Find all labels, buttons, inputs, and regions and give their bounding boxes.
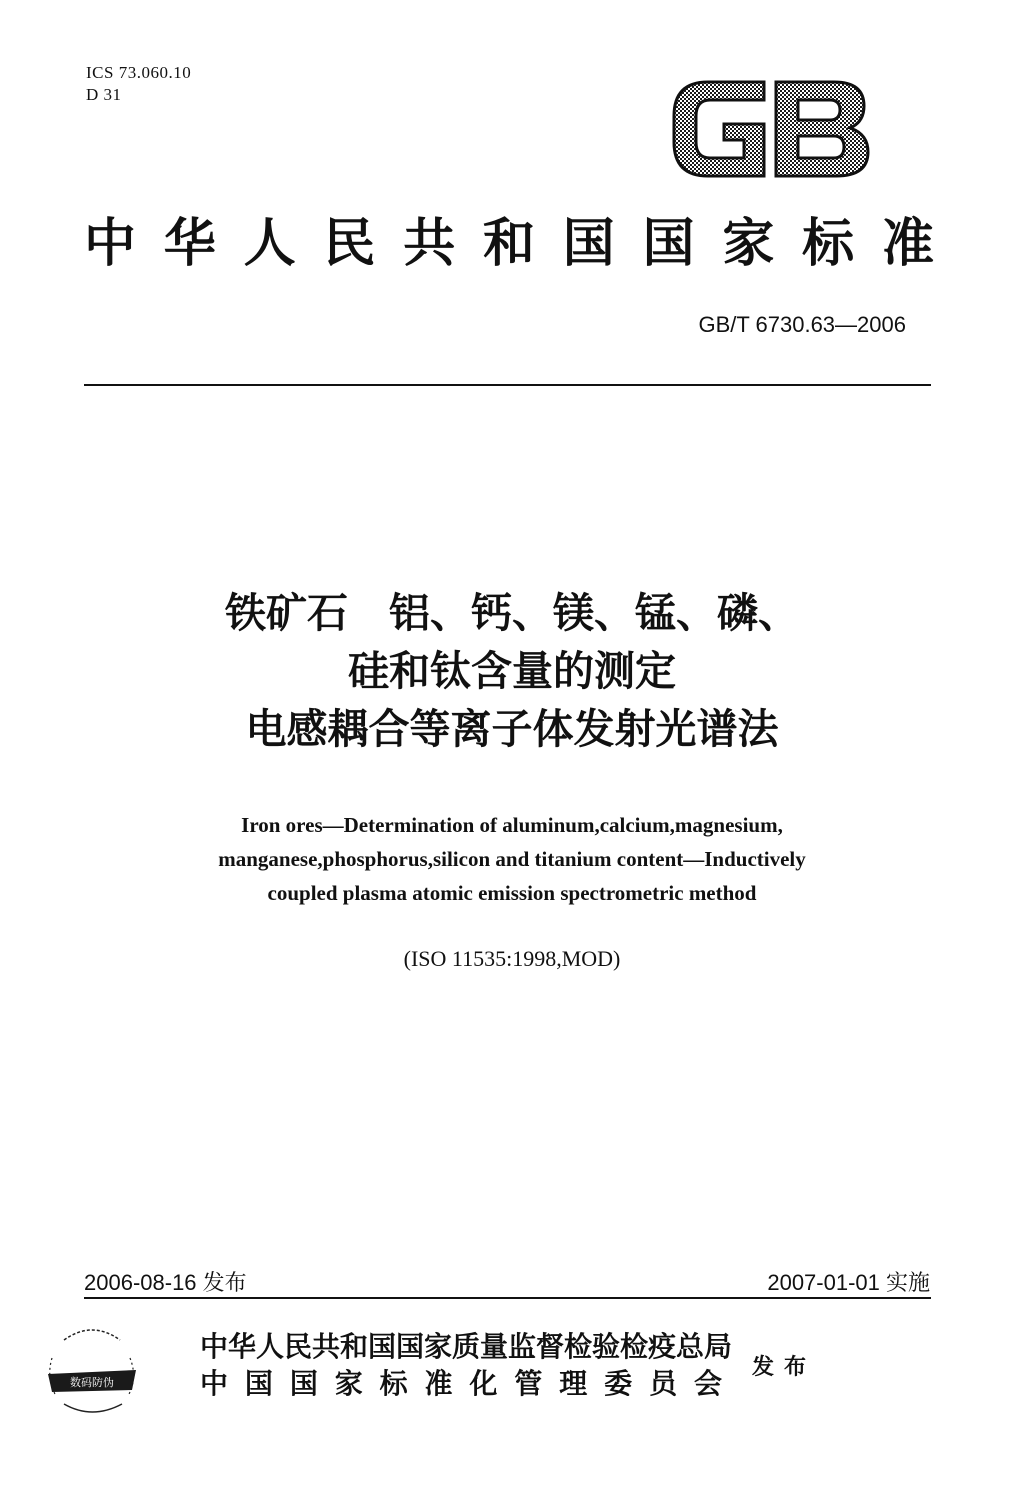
stamp-text: 数码防伪 — [70, 1376, 114, 1389]
footer-divider — [84, 1297, 931, 1299]
iso-reference: (ISO 11535:1998,MOD) — [403, 946, 621, 971]
chinese-title-line-1: 铁矿石 铝、钙、镁、锰、磷、 — [225, 589, 799, 637]
ccs-code: D 31 — [86, 85, 122, 104]
chinese-title — [80, 584, 944, 758]
issuing-authority-title: 中华人民共和国国家标准 — [84, 213, 934, 274]
effective-date: 2007-01-01 实施 — [767, 1270, 930, 1295]
gb-logo — [668, 74, 873, 184]
english-title — [130, 808, 894, 910]
chinese-title-line-2: 硅和钛含量的测定 — [348, 647, 676, 695]
english-title-line-3: coupled plasma atomic emission spectrometric method — [267, 881, 757, 905]
standard-number: GB/T 6730.63—2006 — [698, 312, 906, 337]
gb-logo-text: GB — [668, 74, 670, 75]
header-divider — [84, 384, 931, 386]
anti-counterfeit-stamp-icon — [34, 1318, 150, 1422]
issuing-bodies — [200, 1328, 732, 1402]
issuer-aqsiq: 中华人民共和国国家质量监督检验检疫总局 — [200, 1330, 733, 1363]
english-title-line-2: manganese,phosphorus,silicon and titanium content—Inductively — [218, 847, 806, 871]
chinese-title-line-3: 电感耦合等离子体发射光谱法 — [245, 705, 779, 753]
issuer-sac: 中国国家标准化管理委员会 — [200, 1367, 722, 1400]
issue-action-label: 发布 — [752, 1355, 817, 1380]
ics-code: ICS 73.060.10 — [86, 63, 192, 82]
classification-codes — [86, 62, 191, 106]
issue-date: 2006-08-16 发布 — [84, 1270, 247, 1295]
english-title-line-1: Iron ores—Determination of aluminum,calcium,magnesium, — [241, 813, 783, 837]
